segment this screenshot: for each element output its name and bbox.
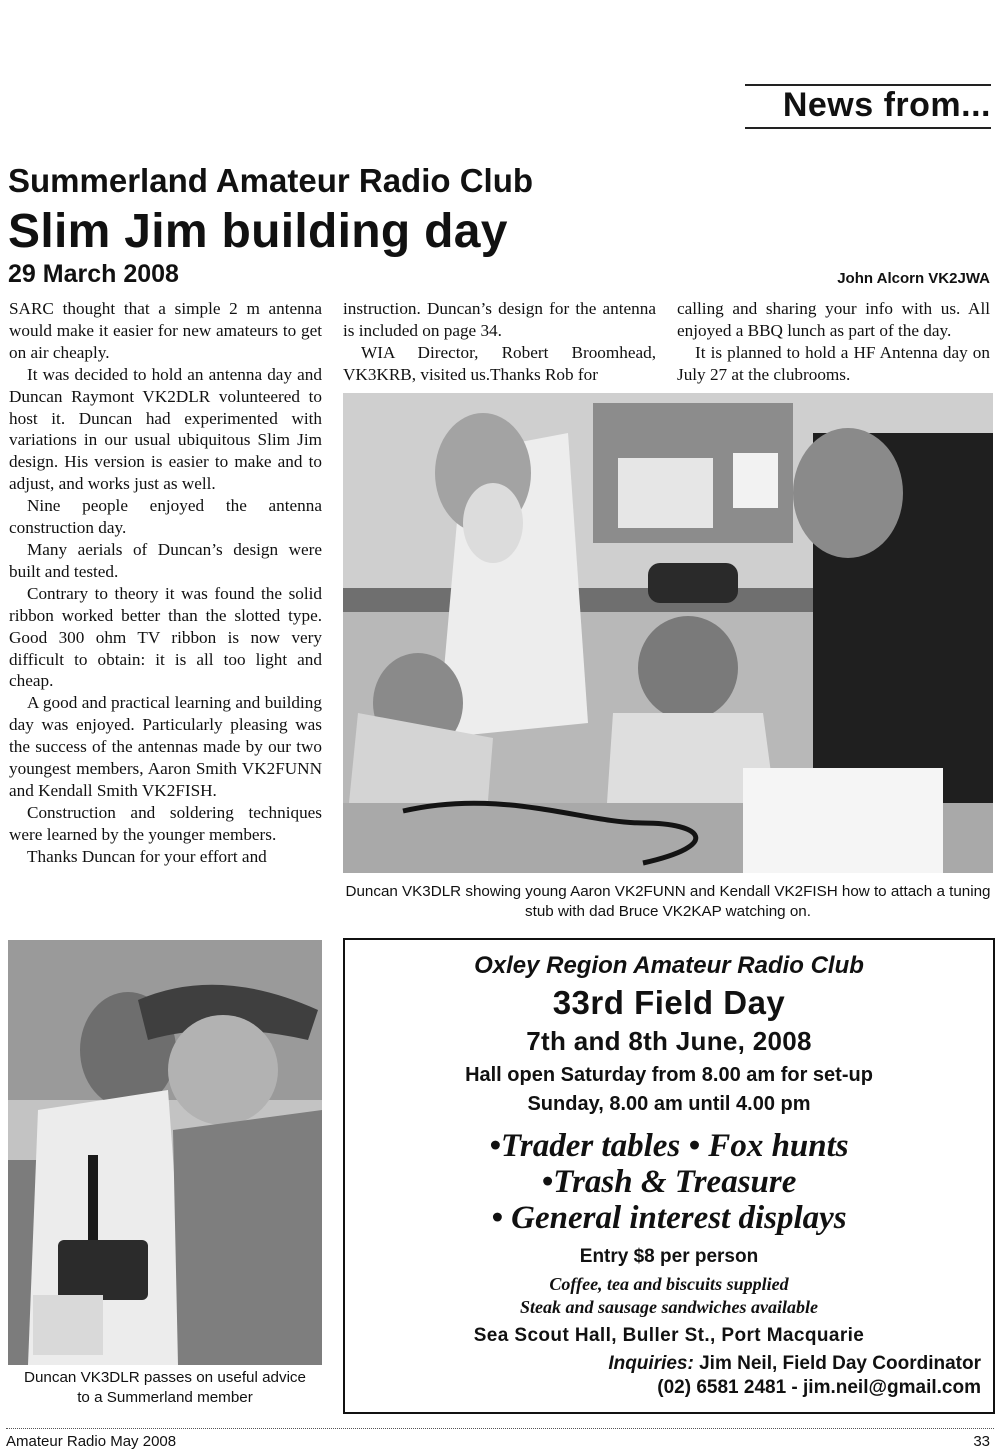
ad-entry-fee: Entry $8 per person [579,1246,759,1267]
ad-inquiries [608,1353,981,1375]
paragraph: Contrary to theory it was found the solid ribbon worked better than the slotted type. Good 300 ohm TV ribbon is now very difficult to obtain: it is all too light and cheap. [9,583,322,691]
ad-club-name: Oxley Region Amateur Radio Club [474,952,864,979]
workshop-photo [343,393,993,873]
article-date: 29 March 2008 [8,260,179,288]
section-header: News from... [782,86,991,124]
club-title: Summerland Amateur Radio Club [8,162,534,199]
ad-inquiries-label: Inquiries: [608,1353,694,1374]
photo-caption [4,1368,326,1408]
caption-line: Duncan VK3DLR passes on useful advice [24,1369,306,1386]
article-column-1 [9,298,322,868]
ad-feature: •Trader tables • Fox hunts [489,1128,849,1164]
ad-catering: Coffee, tea and biscuits supplied [549,1274,789,1294]
article-column-3 [677,298,990,386]
footer-rule [6,1428,994,1429]
article-title: Slim Jim building day [8,205,508,258]
paragraph: A good and practical learning and building day was enjoyed. Particularly pleasing was the success of the antennas made by our two youngest members, Aaron Smith VK2FUNN and Kendall Smith VK2FISH. [9,693,322,800]
ad-hall-open: Hall open Saturday from 8.00 am for set-up [465,1064,873,1086]
paragraph: WIA Director, Robert Broomhead, VK3KRB, visited us.Thanks Rob for [343,342,656,384]
field-day-advertisement [343,938,995,1414]
ad-sunday-hours: Sunday, 8.00 am until 4.00 pm [527,1093,811,1115]
footer-publication: Amateur Radio May 2008 [6,1433,177,1450]
paragraph: It is planned to hold a HF Antenna day on July 27 at the clubrooms. [677,342,990,384]
paragraph: SARC thought that a simple 2 m antenna would make it easier for new amateurs to get on air cheaply. [9,299,322,362]
ad-dates: 7th and 8th June, 2008 [526,1026,812,1056]
advice-photo-graphic [8,940,322,1365]
ad-inquiries-text: Jim Neil, Field Day Coordinator [699,1353,981,1374]
ad-venue: Sea Scout Hall, Buller St., Port Macquarie [473,1325,865,1346]
page-number: 33 [973,1433,990,1450]
paragraph: Many aerials of Duncan’s design were built and tested. [9,539,322,581]
ad-contact: (02) 6581 2481 - jim.neil@gmail.com [657,1377,981,1398]
paragraph: Nine people enjoyed the antenna construction day. [9,496,322,538]
header-underline [745,127,991,129]
byline: John Alcorn VK2JWA [837,270,990,287]
article-column-2 [343,298,656,386]
ad-feature: •Trash & Treasure [541,1164,797,1200]
paragraph: Thanks Duncan for your effort and [27,846,267,866]
ad-event-title: 33rd Field Day [552,984,786,1021]
workshop-photo-graphic [343,393,993,873]
caption-line: to a Summerland member [77,1389,253,1406]
ad-catering: Steak and sausage sandwiches available [519,1297,819,1317]
paragraph: Construction and soldering techniques were learned by the younger members. [9,802,322,844]
photo-caption: Duncan VK3DLR showing young Aaron VK2FUNN and Kendall VK2FISH how to attach a tuning stub with dad Bruce VK2KAP watching on. [345,883,991,920]
paragraph: calling and sharing your info with us. All enjoyed a BBQ lunch as part of the day. [677,299,990,340]
ad-feature: • General interest displays [491,1200,847,1236]
advice-photo [8,940,322,1365]
paragraph: It was decided to hold an antenna day and Duncan Raymont VK2DLR volunteered to host it. Duncan had experimented with variations in our usual ubiquitous Slim Jim design. His version is easier to make and to adjust, and works just as well. [9,364,322,494]
paragraph: instruction. Duncan’s design for the antenna is included on page 34. [343,299,656,340]
